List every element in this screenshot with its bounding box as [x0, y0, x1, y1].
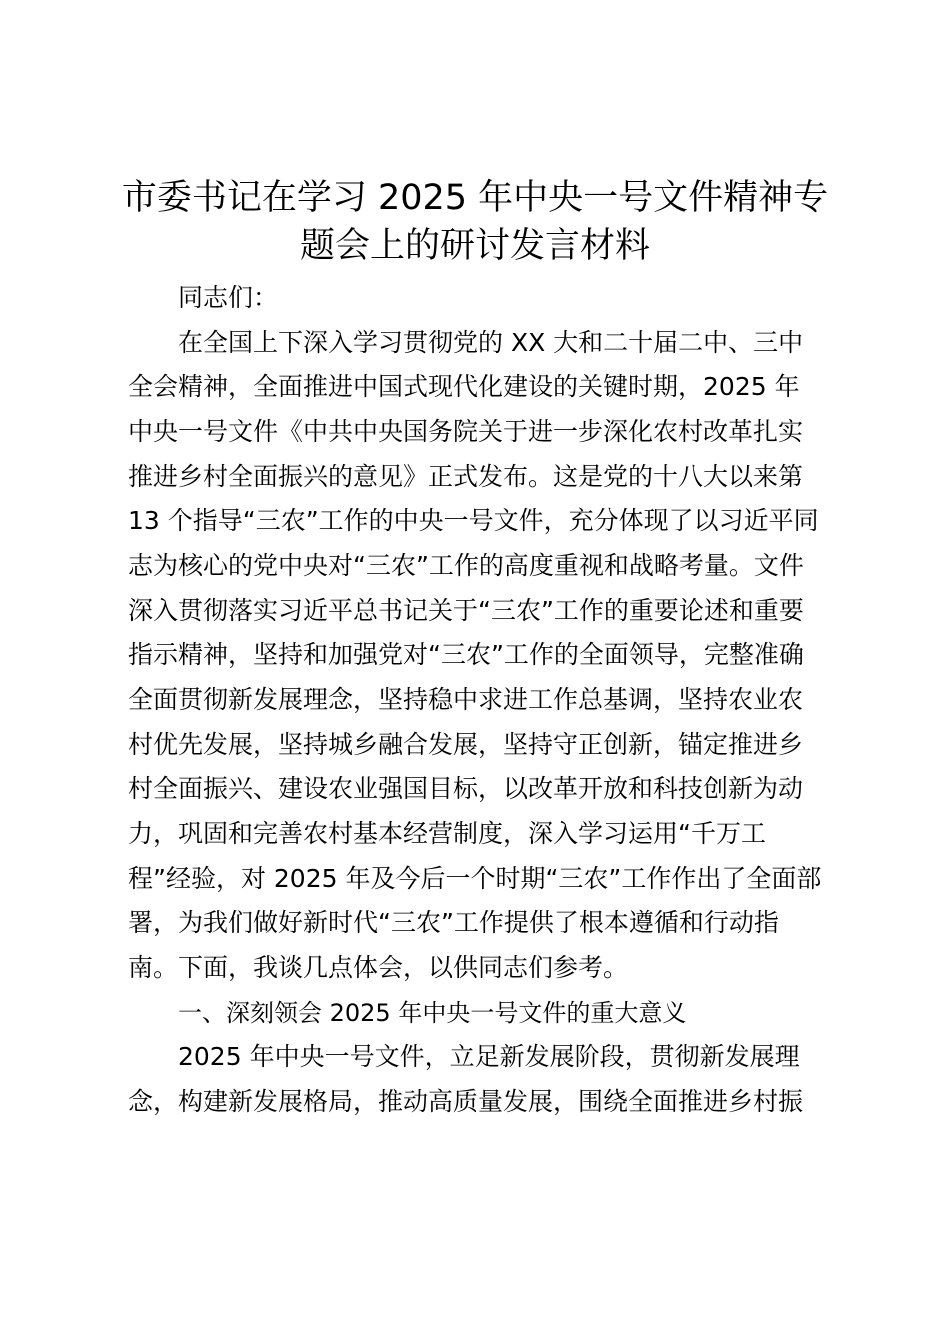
paragraph-line: 13 个指导“三农”工作的中央一号文件，充分体现了以习近平同: [128, 506, 819, 535]
paragraph-line: 村全面振兴、建设农业强国目标，以改革开放和科技创新为动: [128, 774, 804, 803]
document-title-line-2: 题会上的研讨发言材料: [299, 226, 650, 266]
paragraph-line: 2025 年中央一号文件，立足新发展阶段，贯彻新发展理: [178, 1042, 800, 1071]
paragraph-line: 全面贯彻新发展理念，坚持稳中求进工作总基调，坚持农业农: [128, 685, 804, 714]
paragraph-line: 力，巩固和完善农村基本经营制度，深入学习运用“千万工: [128, 819, 766, 848]
paragraph-line: 南。下面，我谈几点体会，以供同志们参考。: [128, 953, 629, 982]
section-heading: 一、深刻领会 2025 年中央一号文件的重大意义: [178, 999, 687, 1027]
paragraph-line: 在全国上下深入学习贯彻党的 XX 大和二十届二中、三中: [178, 328, 804, 357]
paragraph-line: 中央一号文件《中共中央国务院关于进一步深化农村改革扎实: [128, 417, 804, 446]
salutation: 同志们：: [178, 283, 279, 312]
paragraph-line: 深入贯彻落实习近平总书记关于“三农”工作的重要论述和重要: [128, 596, 804, 625]
paragraph-line: 志为核心的党中央对“三农”工作的高度重视和战略考量。文件: [128, 551, 804, 580]
paragraph-line: 村优先发展，坚持城乡融合发展，坚持守正创新，锚定推进乡: [128, 730, 804, 759]
paragraph-line: 指示精神，坚持和加强党对“三农”工作的全面领导，完整准确: [128, 640, 804, 669]
paragraph-line: 全会精神，全面推进中国式现代化建设的关键时期，2025 年: [128, 372, 800, 401]
document-title-line-1: 市委书记在学习 2025 年中央一号文件精神专: [121, 178, 829, 218]
paragraph-line: 署，为我们做好新时代“三农”工作提供了根本遵循和行动指: [128, 908, 779, 937]
paragraph-line: 程”经验，对 2025 年及今后一个时期“三农”工作作出了全面部: [128, 864, 822, 893]
paragraph-line: 推进乡村全面振兴的意见》正式发布。这是党的十八大以来第: [128, 462, 804, 491]
paragraph-line: 念，构建新发展格局，推动高质量发展，围绕全面推进乡村振: [128, 1087, 804, 1116]
